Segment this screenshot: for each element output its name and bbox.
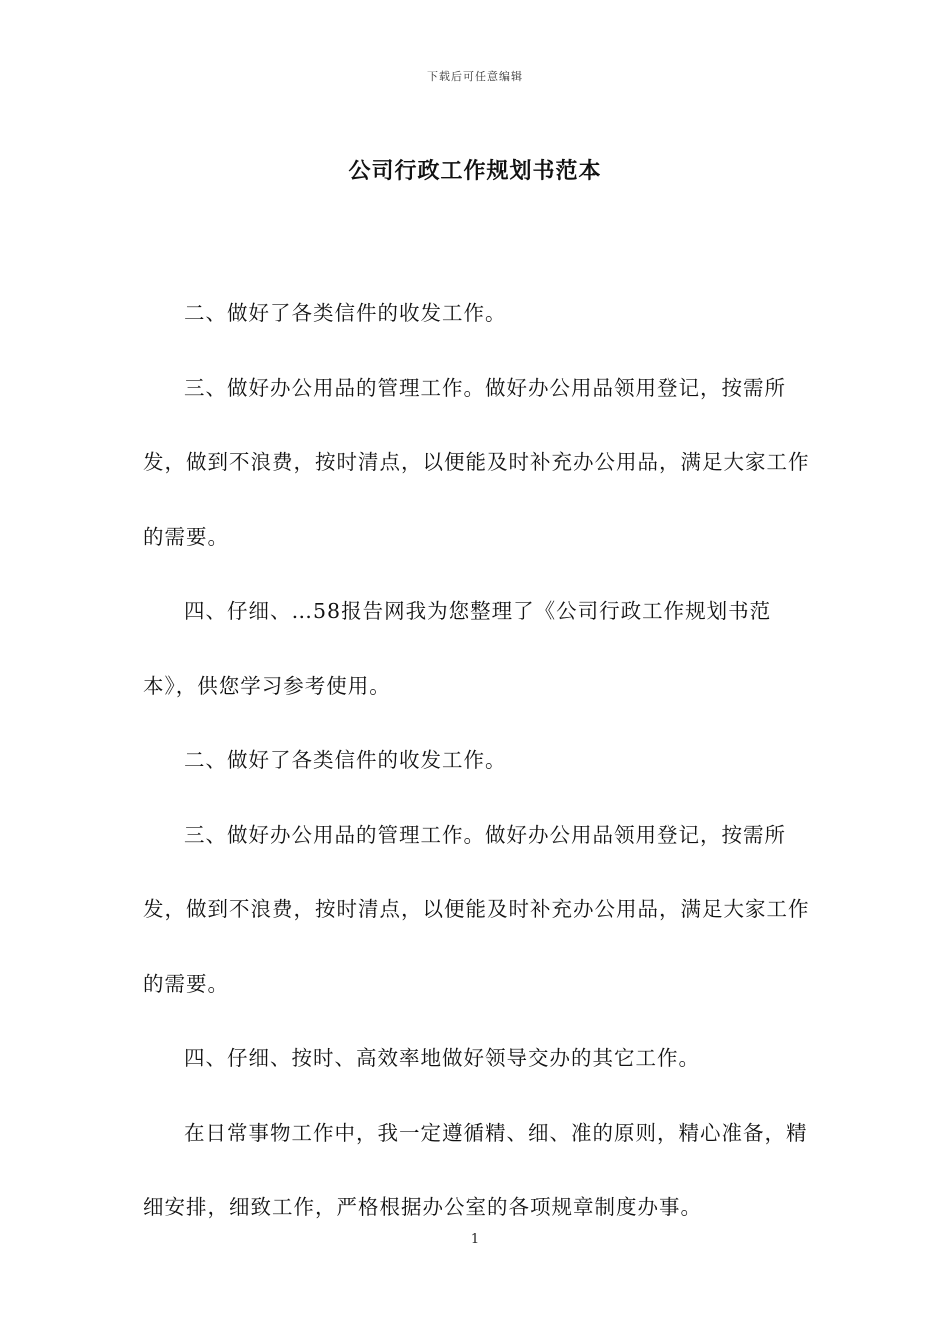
- document-title: 公司行政工作规划书范本: [348, 158, 602, 184]
- header-note: 下载后可任意编辑: [427, 70, 523, 83]
- paragraph: 在日常事物工作中，我一定遵循精、细、准的原则，精心准备，精细安排，细致工作，严格根据办公室的各项规章制度办事。: [143, 1120, 808, 1219]
- paragraph: 四、仔细、…58报告网我为您整理了《公司行政工作规划书范本》，供您学习参考使用。: [143, 599, 772, 698]
- paragraph: 四、仔细、按时、高效率地做好领导交办的其它工作。: [184, 1046, 700, 1070]
- paragraph: 三、做好办公用品的管理工作。做好办公用品领用登记，按需所发，做到不浪费，按时清点，以便能及时补充办公用品，满足大家工作的需要。: [143, 375, 810, 549]
- paragraph: 二、做好了各类信件的收发工作。: [184, 748, 507, 772]
- document-body: [143, 276, 815, 1245]
- page-number: 1: [470, 1232, 480, 1247]
- paragraph: 二、做好了各类信件的收发工作。: [184, 301, 507, 325]
- paragraph: 三、做好办公用品的管理工作。做好办公用品领用登记，按需所发，做到不浪费，按时清点，以便能及时补充办公用品，满足大家工作的需要。: [143, 822, 810, 996]
